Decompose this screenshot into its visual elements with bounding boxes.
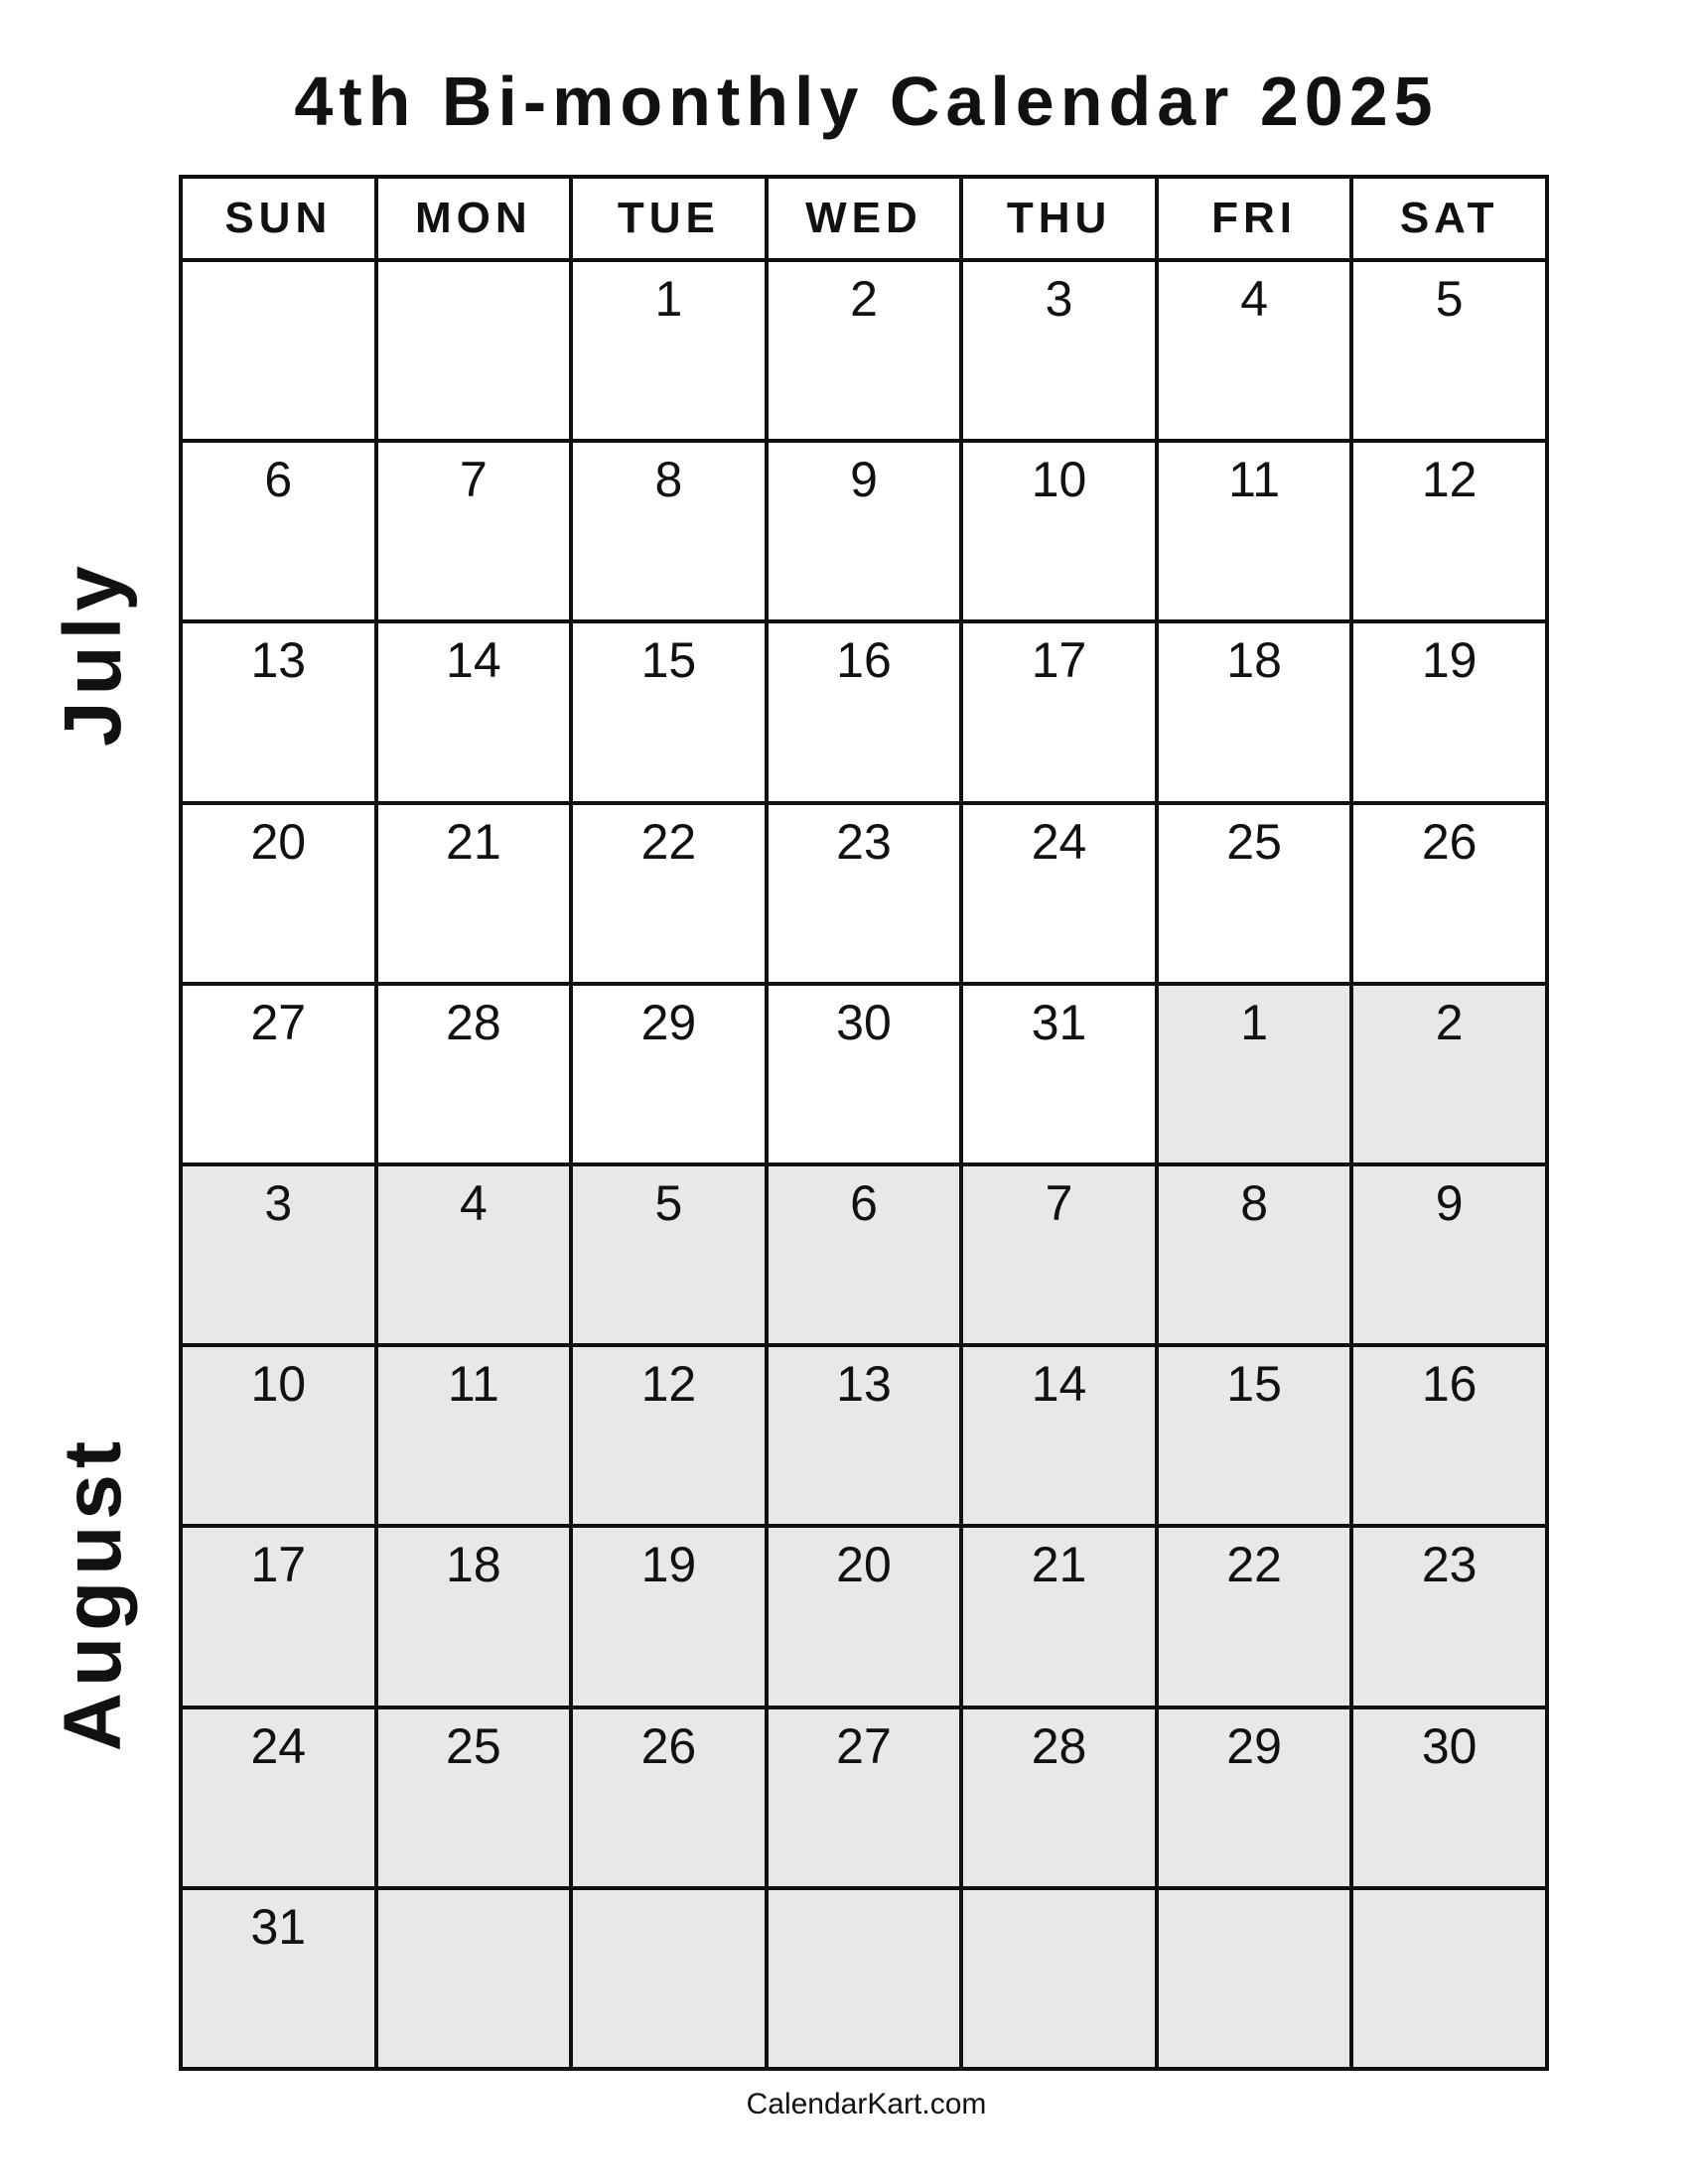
day-cell [571, 1707, 767, 1888]
day-cell [1351, 984, 1547, 1164]
day-cell [767, 1707, 962, 1888]
day-number: 14 [1031, 1356, 1087, 1413]
day-number: 10 [1031, 452, 1087, 508]
week-row [181, 803, 1547, 984]
day-number: 17 [250, 1537, 307, 1593]
day-cell [376, 260, 572, 441]
weekday-header: FRI [1157, 177, 1352, 260]
day-cell [181, 1888, 376, 2069]
day-cell [181, 1164, 376, 1345]
day-cell [571, 441, 767, 621]
day-cell [1351, 803, 1547, 984]
day-cell [767, 441, 962, 621]
day-cell [376, 1707, 572, 1888]
day-number [1159, 1890, 1350, 1902]
day-cell [767, 1164, 962, 1345]
week-row [181, 621, 1547, 802]
day-number: 15 [640, 632, 697, 689]
week-row [181, 1164, 1547, 1345]
day-cell [571, 1526, 767, 1706]
day-number: 18 [1226, 632, 1282, 689]
day-number: 14 [446, 632, 501, 689]
day-number: 5 [1435, 271, 1464, 327]
weekday-header: MON [376, 177, 572, 260]
day-number: 30 [836, 994, 892, 1050]
day-number [378, 1890, 570, 1902]
day-cell [376, 1526, 572, 1706]
day-cell [376, 441, 572, 621]
day-number: 13 [250, 632, 307, 689]
day-number: 22 [1226, 1537, 1282, 1593]
week-row [181, 1888, 1547, 2069]
day-cell [571, 984, 767, 1164]
day-cell [1157, 441, 1352, 621]
day-number: 19 [1421, 632, 1477, 689]
day-cell [961, 441, 1157, 621]
day-cell [181, 441, 376, 621]
day-number: 24 [250, 1717, 307, 1774]
day-number: 12 [1421, 452, 1477, 508]
day-cell [1157, 260, 1352, 441]
calendar-grid [179, 175, 1549, 2071]
day-cell [571, 803, 767, 984]
week-row [181, 1345, 1547, 1526]
day-cell [961, 1164, 1157, 1345]
day-number [378, 262, 570, 274]
day-number [769, 1890, 960, 1902]
day-cell [181, 260, 376, 441]
weekday-header: TUE [571, 177, 767, 260]
day-number: 26 [640, 1717, 697, 1774]
week-row [181, 1526, 1547, 1706]
day-number: 20 [836, 1537, 892, 1593]
day-cell [181, 621, 376, 802]
day-number: 31 [1031, 994, 1087, 1050]
day-number: 13 [836, 1356, 892, 1413]
day-number: 10 [250, 1356, 307, 1413]
week-row [181, 260, 1547, 441]
weekday-header-row [181, 177, 1547, 260]
day-number: 7 [1045, 1174, 1073, 1231]
day-number: 6 [264, 452, 293, 508]
day-number: 28 [446, 994, 501, 1050]
day-cell [1351, 1888, 1547, 2069]
day-number: 25 [1226, 813, 1282, 870]
day-number: 25 [446, 1717, 501, 1774]
week-row [181, 984, 1547, 1164]
day-cell [1351, 1345, 1547, 1526]
day-cell [1157, 1345, 1352, 1526]
day-number: 12 [640, 1356, 697, 1413]
day-number: 11 [447, 1356, 499, 1413]
day-number: 11 [1228, 452, 1281, 508]
week-row [181, 441, 1547, 621]
day-cell [1157, 621, 1352, 802]
day-number: 30 [1421, 1717, 1477, 1774]
day-cell [961, 621, 1157, 802]
weekday-header: THU [961, 177, 1157, 260]
day-number [963, 1890, 1155, 1902]
day-cell [376, 1345, 572, 1526]
day-cell [376, 1164, 572, 1345]
day-number: 3 [264, 1174, 293, 1231]
day-number: 5 [654, 1174, 683, 1231]
day-number: 2 [850, 271, 878, 327]
day-number: 8 [654, 452, 683, 508]
day-cell [767, 803, 962, 984]
day-number: 23 [1421, 1537, 1477, 1593]
day-number: 16 [1421, 1356, 1477, 1413]
month-label-august: August [48, 1434, 138, 1752]
day-cell [376, 1888, 572, 2069]
day-number: 4 [1240, 271, 1268, 327]
day-cell [571, 260, 767, 441]
day-cell [961, 1526, 1157, 1706]
day-number: 8 [1240, 1174, 1268, 1231]
day-number: 6 [850, 1174, 878, 1231]
day-number: 23 [836, 813, 892, 870]
day-cell [767, 984, 962, 1164]
day-number: 1 [1240, 994, 1268, 1050]
day-cell [181, 803, 376, 984]
calendar-body [181, 260, 1547, 2069]
footer-site-name: CalendarKart.com [746, 2088, 987, 2120]
day-cell [1351, 621, 1547, 802]
day-cell [961, 1345, 1157, 1526]
day-cell [961, 260, 1157, 441]
day-cell [1157, 1164, 1352, 1345]
day-cell [571, 1888, 767, 2069]
day-cell [1157, 1888, 1352, 2069]
day-cell [1351, 441, 1547, 621]
day-cell [1157, 1526, 1352, 1706]
day-cell [1157, 1707, 1352, 1888]
day-number: 1 [654, 271, 683, 327]
day-number: 3 [1045, 271, 1073, 327]
day-cell [1157, 803, 1352, 984]
weekday-header: SAT [1351, 177, 1547, 260]
day-cell [1351, 1526, 1547, 1706]
day-number: 9 [1435, 1174, 1464, 1231]
day-cell [1157, 984, 1352, 1164]
day-cell [961, 984, 1157, 1164]
day-cell [181, 1707, 376, 1888]
day-number: 15 [1226, 1356, 1282, 1413]
day-number: 4 [459, 1174, 488, 1231]
day-cell [181, 1345, 376, 1526]
day-number: 22 [640, 813, 697, 870]
day-number: 28 [1031, 1717, 1087, 1774]
day-number [573, 1890, 765, 1902]
day-number: 29 [1226, 1717, 1282, 1774]
page-title: 4th Bi-monthly Calendar 2025 [294, 63, 1439, 140]
day-cell [1351, 1164, 1547, 1345]
weekday-header: WED [767, 177, 962, 260]
day-number: 2 [1435, 994, 1464, 1050]
month-label-july: July [48, 559, 138, 748]
day-number: 31 [250, 1898, 307, 1955]
day-cell [1351, 260, 1547, 441]
day-cell [376, 621, 572, 802]
day-cell [571, 1345, 767, 1526]
day-number: 9 [850, 452, 878, 508]
day-cell [1351, 1707, 1547, 1888]
day-number: 7 [459, 452, 488, 508]
day-cell [767, 1345, 962, 1526]
day-number: 27 [836, 1717, 892, 1774]
day-number: 19 [640, 1537, 697, 1593]
day-number: 16 [836, 632, 892, 689]
day-number: 18 [446, 1537, 501, 1593]
day-cell [181, 1526, 376, 1706]
day-cell [571, 1164, 767, 1345]
day-number: 26 [1421, 813, 1477, 870]
day-cell [376, 803, 572, 984]
weekday-header: SUN [181, 177, 376, 260]
day-cell [181, 984, 376, 1164]
day-number: 21 [1031, 1537, 1087, 1593]
day-number: 27 [250, 994, 307, 1050]
day-cell [571, 621, 767, 802]
week-row [181, 1707, 1547, 1888]
day-cell [767, 1888, 962, 2069]
day-cell [376, 984, 572, 1164]
day-cell [961, 803, 1157, 984]
day-number: 20 [250, 813, 307, 870]
day-number: 17 [1031, 632, 1087, 689]
day-cell [961, 1888, 1157, 2069]
day-cell [767, 260, 962, 441]
day-cell [767, 621, 962, 802]
day-cell [767, 1526, 962, 1706]
day-number [1353, 1890, 1545, 1902]
day-number [183, 262, 374, 274]
day-cell [961, 1707, 1157, 1888]
day-number: 21 [446, 813, 501, 870]
day-number: 29 [640, 994, 697, 1050]
day-number: 24 [1031, 813, 1087, 870]
